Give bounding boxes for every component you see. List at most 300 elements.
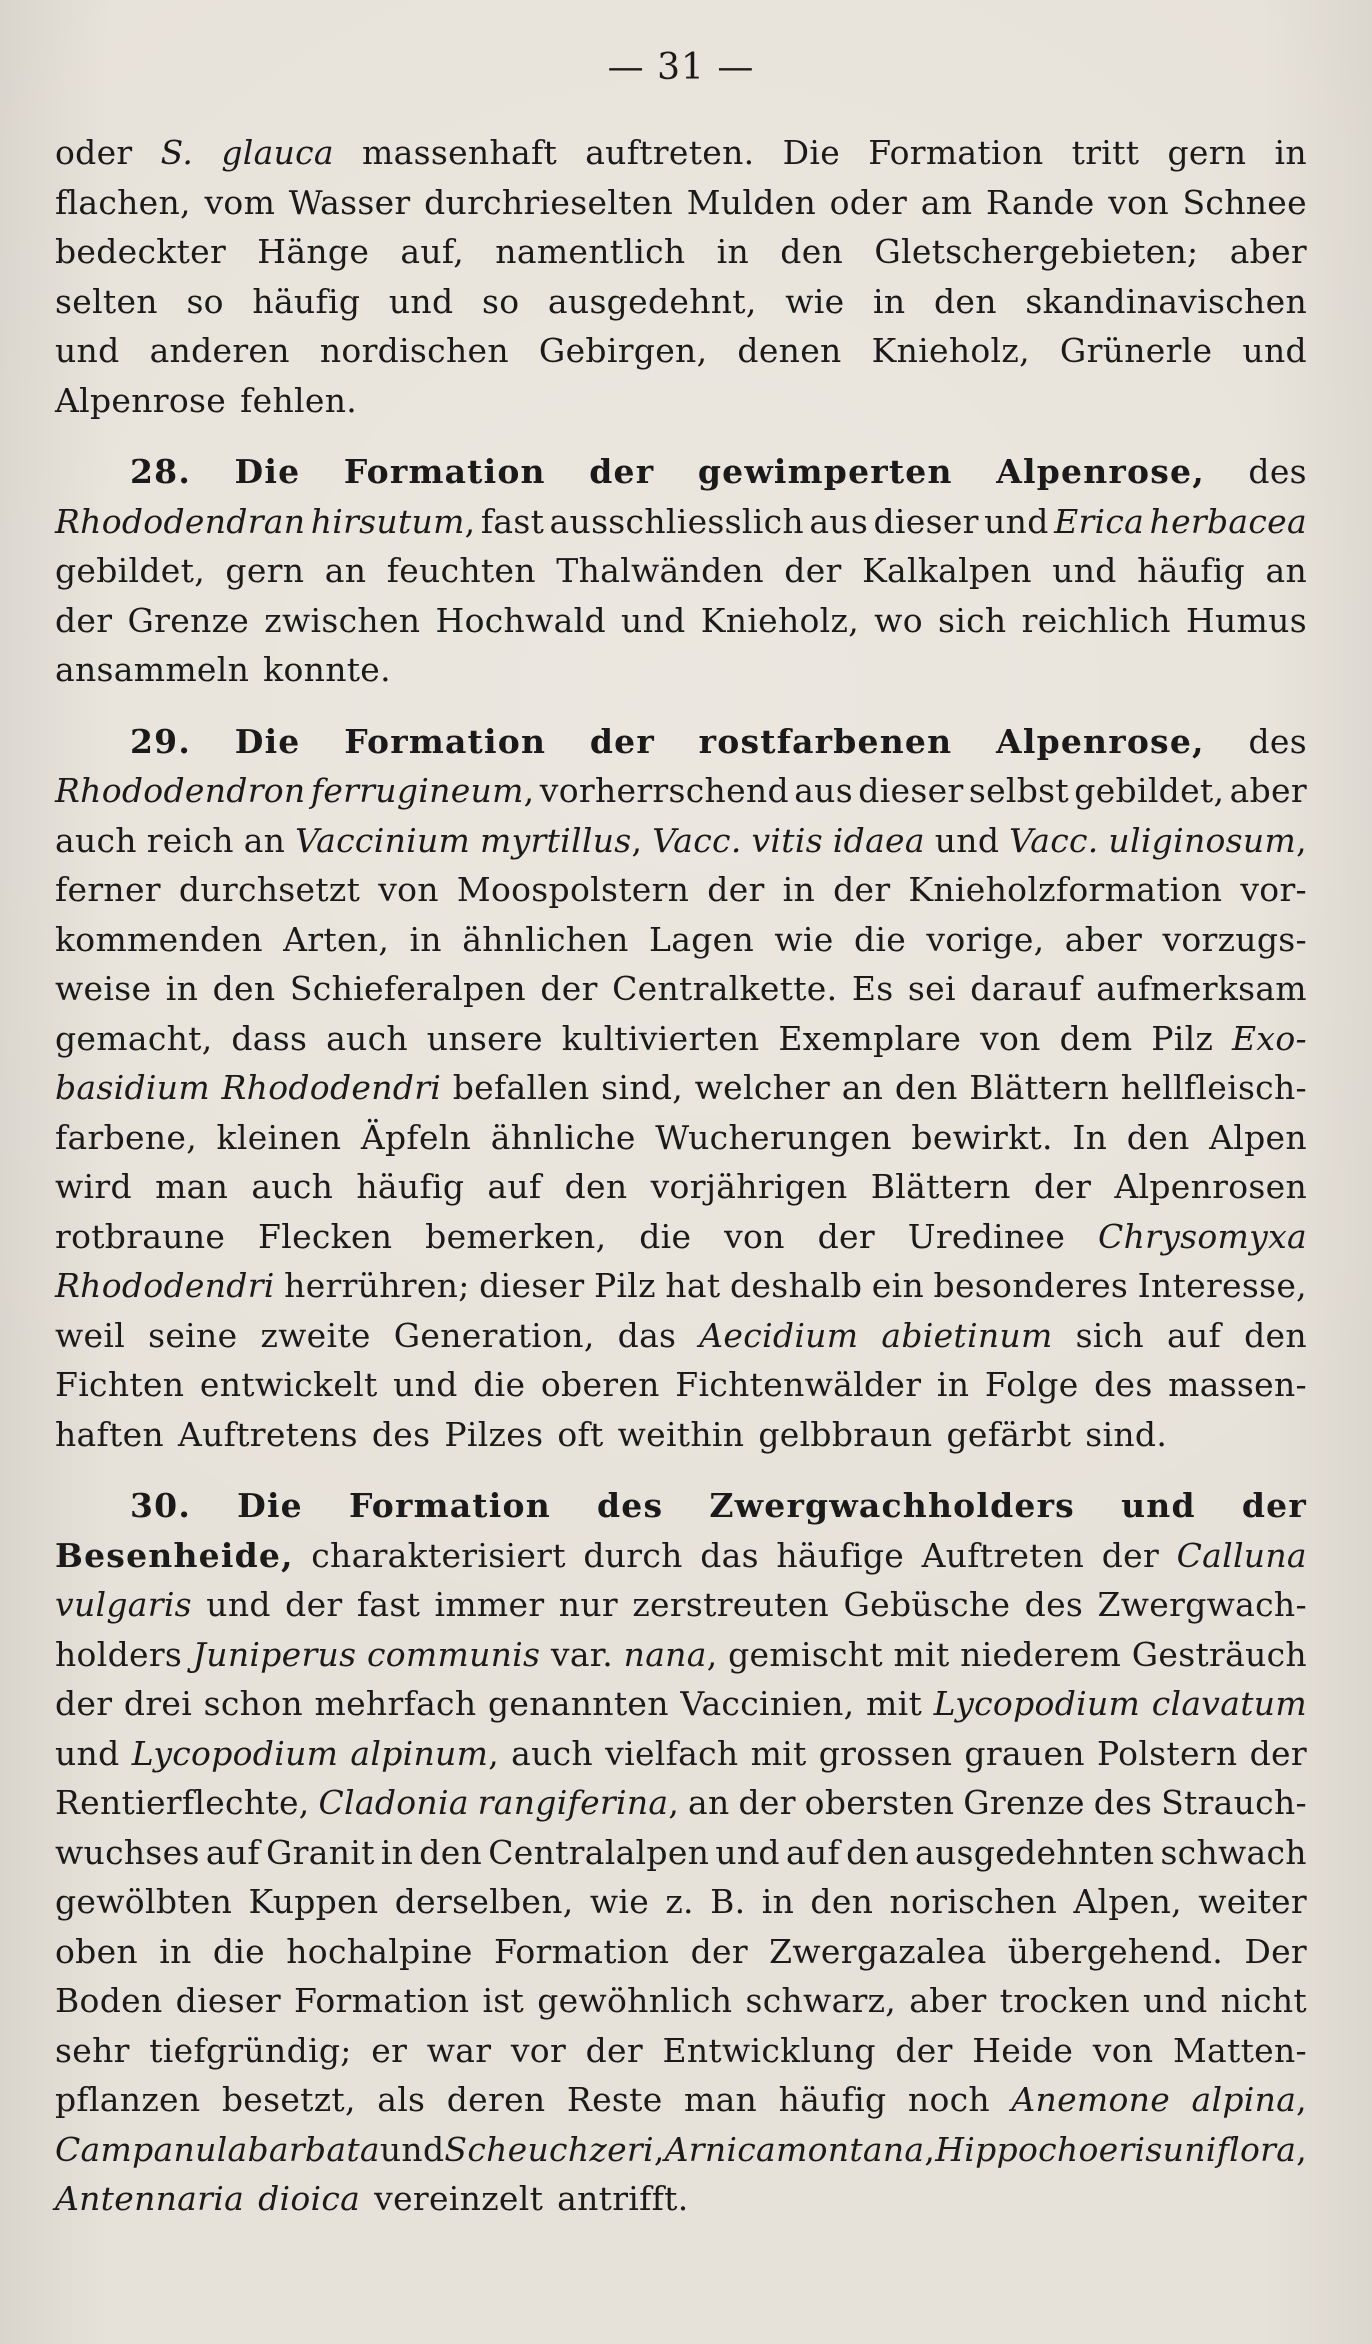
word (147, 816, 234, 866)
word (222, 1063, 442, 1113)
word (1127, 1113, 1190, 1163)
text-segment: antrifft. (557, 2179, 689, 2218)
word (427, 1014, 543, 1064)
word (244, 816, 286, 866)
word (908, 865, 1222, 915)
text-segment: Generation, (393, 1315, 595, 1355)
word (55, 865, 161, 915)
text-segment: hochalpine (286, 1931, 473, 1971)
text-segment: in (761, 1882, 795, 1921)
species-name: idaea (832, 820, 925, 860)
text-segment: der (540, 969, 598, 1008)
text-segment: dieser (479, 1266, 585, 1305)
text-segment: den (810, 1882, 874, 1921)
word (148, 1311, 237, 1361)
word (785, 277, 844, 327)
word (539, 326, 707, 376)
word (1025, 1580, 1084, 1630)
section-title-word: gewimperten (697, 452, 953, 491)
word (567, 2075, 663, 2125)
text-segment: anderen (149, 331, 290, 370)
text-line (55, 1976, 1307, 2026)
word (970, 964, 1082, 1014)
text-line (55, 1877, 1307, 1927)
section-number: 29. (130, 721, 192, 761)
text-segment: wo (874, 600, 923, 640)
text-segment: Fichten (55, 1365, 185, 1404)
text-segment: die (212, 1931, 265, 1971)
word (1167, 1311, 1221, 1361)
text-segment: zerstreuten (632, 1585, 830, 1624)
word (652, 816, 741, 866)
text-segment: mit (893, 1634, 950, 1674)
section-title-word: Formation (344, 721, 547, 761)
word (55, 1976, 163, 2026)
word (1114, 1162, 1307, 1212)
word (1065, 915, 1142, 965)
text-line (55, 178, 1307, 228)
text-segment: von (980, 1018, 1041, 1058)
text-segment: Grünerle (1059, 331, 1213, 370)
word (639, 1212, 691, 1262)
text-line (55, 1679, 1307, 1729)
text-segment: flachen, (55, 182, 191, 222)
word (908, 964, 956, 1014)
text-line (55, 964, 1307, 1014)
text-segment: vielfach (605, 1733, 739, 1773)
species-name: Chrysomyxa (1098, 1216, 1307, 1256)
word (206, 1828, 260, 1878)
text-segment: zwischen (264, 600, 421, 640)
word (55, 128, 133, 178)
word (161, 128, 194, 178)
text-segment: Grenze (963, 1783, 1085, 1822)
text-segment: das (617, 1315, 677, 1355)
word (320, 326, 509, 376)
word (548, 277, 757, 327)
text-line (55, 2075, 1307, 2125)
section-title-word: Zwergwachholders (709, 1486, 1075, 1525)
word (1265, 546, 1307, 596)
text-segment: sind. (1085, 1414, 1168, 1454)
word (695, 1063, 830, 1113)
word (55, 1014, 213, 1064)
text-segment: drei (123, 1684, 193, 1723)
word (1160, 1828, 1306, 1878)
word (179, 865, 360, 915)
word (247, 2125, 379, 2175)
text-line (55, 2125, 1307, 2175)
word (819, 1729, 953, 1779)
word (434, 1580, 544, 1630)
text-segment: B. (710, 1882, 746, 1921)
text-segment: Wasser (288, 182, 411, 222)
species-name: Juniperus (192, 1634, 357, 1674)
word (675, 1360, 921, 1410)
word (1008, 1927, 1223, 1977)
text-segment: deshalb (729, 1266, 863, 1305)
word (251, 1162, 333, 1212)
text-segment: den (780, 232, 844, 271)
text-segment: war (426, 2030, 492, 2070)
text-segment: grossen (818, 1733, 953, 1773)
text-segment: und (934, 820, 1000, 860)
text-line (55, 546, 1307, 596)
species-name: Vaccinium (295, 820, 471, 860)
word (618, 1410, 745, 1460)
text-segment: von (1092, 2030, 1154, 2070)
text-segment: Pilz (593, 1266, 656, 1305)
text-segment: , (924, 2129, 936, 2169)
text-segment: Folge (984, 1365, 1079, 1404)
text-segment: aus (809, 501, 869, 541)
text-segment: aufmerksam (1096, 969, 1307, 1008)
text-segment: das (700, 1535, 759, 1575)
text-segment: oder (829, 182, 908, 222)
text-segment: Auftreten (921, 1535, 1085, 1575)
word (1183, 178, 1307, 228)
text-segment: am (920, 182, 973, 222)
word (621, 596, 686, 646)
text-segment: gewöhnlich (537, 1981, 733, 2020)
word (972, 2026, 1073, 2076)
word (1161, 1778, 1307, 1828)
section-heading-line (55, 1481, 1307, 1531)
word (427, 2026, 492, 2076)
text-segment: Blättern (870, 1167, 1011, 1206)
word (150, 326, 290, 376)
word (1230, 766, 1307, 816)
text-segment: in (159, 1931, 192, 1971)
text-segment: deren (446, 2080, 546, 2119)
word (378, 865, 439, 915)
text-segment: von (724, 1216, 785, 1256)
word (1022, 596, 1171, 646)
word (717, 227, 749, 277)
text-segment: kommenden (55, 919, 263, 959)
word (1209, 1113, 1307, 1163)
word (624, 1630, 718, 1680)
species-name: Exo- (1232, 1018, 1307, 1058)
text-segment: den (212, 969, 276, 1008)
text-segment: gern (225, 551, 305, 590)
text-segment: Der (1244, 1931, 1307, 1971)
word (1198, 1877, 1307, 1927)
word (946, 1410, 1071, 1460)
species-name: Rhododendron (55, 771, 306, 810)
word (326, 1014, 408, 1064)
text-segment: Wucherungen (655, 1117, 892, 1157)
word (1248, 447, 1307, 497)
text-segment: die (473, 1365, 526, 1404)
word (1162, 915, 1307, 965)
text-segment: und (984, 501, 1049, 541)
species-name: hirsutum (310, 501, 465, 541)
text-segment: vom (204, 182, 276, 222)
word (1138, 1261, 1307, 1311)
word (700, 1531, 759, 1581)
paragraph-gap (55, 1459, 1307, 1481)
word (1108, 178, 1169, 228)
text-segment: Schnee (1182, 182, 1307, 222)
word (315, 1679, 477, 1729)
section-title-word: rostfarbenen (698, 721, 953, 761)
text-segment: Schieferalpen (289, 969, 526, 1008)
text-segment: Alpen, (1073, 1882, 1182, 1921)
text-segment: den (1244, 1315, 1307, 1355)
text-segment: und (1143, 1981, 1208, 2020)
word (1274, 128, 1306, 178)
word (980, 1014, 1041, 1064)
text-segment: die (853, 919, 907, 959)
text-segment: befallen (452, 1068, 590, 1107)
word (728, 1630, 883, 1680)
word (204, 1679, 303, 1729)
word (874, 596, 923, 646)
word (541, 1360, 660, 1410)
text-segment: besonderes (933, 1266, 1129, 1305)
word (1074, 766, 1224, 816)
text-segment: kultivierten (561, 1018, 760, 1058)
text-segment: Gebüsche (843, 1585, 1011, 1624)
text-segment: skandinavischen (1025, 281, 1307, 321)
paragraph-sec28 (55, 447, 1307, 695)
word (776, 1531, 904, 1581)
word (362, 128, 557, 178)
text-segment: auf (1167, 1315, 1222, 1355)
word (551, 1630, 613, 1680)
word (745, 1976, 896, 2026)
text-segment: Humus (1185, 600, 1307, 640)
text-line (55, 1927, 1307, 1977)
word (495, 227, 685, 277)
species-name: Vacc. (652, 820, 742, 860)
text-segment: bemerken, (425, 1216, 607, 1256)
word (488, 1679, 669, 1729)
text-segment: Exemplare (778, 1018, 962, 1058)
text-segment: ausschliesslich (549, 501, 804, 541)
species-name: communis (366, 1634, 541, 1674)
word (908, 2075, 990, 2125)
text-segment: selten (55, 281, 158, 321)
word (258, 2174, 360, 2224)
word (922, 1531, 1085, 1581)
word (186, 277, 223, 327)
text-segment: , (706, 1634, 718, 1674)
text-line (55, 2026, 1307, 2076)
word (132, 1729, 339, 1779)
text-segment: der (1249, 1733, 1307, 1773)
text-segment: vorzugs- (1162, 919, 1307, 959)
text-segment: dieser (873, 501, 979, 541)
word (751, 816, 822, 866)
text-segment: Matten- (1172, 2030, 1307, 2070)
word (809, 497, 868, 547)
word (55, 915, 263, 965)
text-segment: hellfleisch- (1120, 1068, 1307, 1107)
word (55, 1360, 184, 1410)
word (872, 1261, 924, 1311)
text-segment: vorherrschend (539, 771, 789, 810)
word (605, 1729, 738, 1779)
word (776, 2125, 935, 2175)
word (367, 1630, 540, 1680)
text-segment: niederem (960, 1634, 1122, 1674)
text-segment: schwarz, (745, 1981, 897, 2020)
text-segment: sehr (55, 2030, 130, 2070)
text-segment: der (585, 2030, 643, 2070)
word (937, 1360, 969, 1410)
word (1232, 1014, 1307, 1064)
word (985, 1360, 1079, 1410)
text-segment: die (639, 1216, 692, 1256)
text-segment: wie (785, 281, 845, 321)
word (960, 1630, 1121, 1680)
section-heading-line (55, 717, 1307, 767)
paragraph-sec30 (55, 1481, 1307, 2224)
word (854, 915, 906, 965)
text-segment: vor (510, 2030, 567, 2070)
species-name: nana (623, 1634, 707, 1674)
word (934, 1261, 1129, 1311)
text-segment: und (393, 1365, 458, 1404)
word (263, 645, 391, 695)
word (511, 1729, 593, 1779)
text-segment: an (243, 820, 286, 860)
text-segment: Blättern (969, 1068, 1110, 1107)
word (833, 865, 890, 915)
word (1054, 497, 1144, 547)
text-segment: welcher (694, 1068, 831, 1107)
species-name: Lycopodium (131, 1733, 339, 1773)
text-segment: den (894, 1068, 958, 1107)
word (55, 1778, 310, 1828)
text-segment: gebildet, (1074, 771, 1225, 810)
word (55, 766, 306, 816)
word (217, 1113, 342, 1163)
text-segment: wie (589, 1882, 650, 1921)
species-name: alpina (1191, 2080, 1297, 2119)
text-line (55, 596, 1307, 646)
text-segment: in (1274, 133, 1307, 172)
text-segment: und (55, 331, 120, 370)
text-segment: dieser (175, 1981, 281, 2020)
word (395, 1877, 574, 1927)
text-segment: Mulden (686, 182, 817, 222)
word (701, 596, 859, 646)
word (724, 1212, 785, 1262)
word (1025, 277, 1307, 327)
text-segment: wird (55, 1167, 132, 1206)
word (457, 865, 689, 915)
text-segment: und (621, 600, 686, 640)
word (1192, 2075, 1307, 2125)
section-title-word: Die (237, 1486, 303, 1525)
word (264, 596, 420, 646)
word (252, 277, 360, 327)
text-segment: schwach (1160, 1832, 1307, 1872)
word (294, 1976, 469, 2026)
text-segment: der (738, 1783, 796, 1822)
text-segment: den (419, 1832, 483, 1872)
word (55, 227, 226, 277)
word (55, 326, 120, 376)
text-segment: Uredinee (907, 1216, 1066, 1256)
text-line (55, 1580, 1307, 1630)
word (55, 546, 205, 596)
species-name: basidium (55, 1068, 210, 1107)
word (1230, 227, 1307, 277)
word (55, 816, 137, 866)
text-segment: , (464, 501, 476, 541)
word (260, 1311, 370, 1361)
text-segment: zweite (260, 1315, 371, 1355)
word (1052, 546, 1117, 596)
word (562, 1014, 760, 1064)
word (778, 1014, 961, 1064)
word (55, 1630, 182, 1680)
text-segment: Kuppen (248, 1882, 379, 1921)
text-segment: noch (907, 2080, 990, 2119)
text-segment: auf (785, 1832, 841, 1872)
word (1097, 1729, 1237, 1779)
word (873, 497, 978, 547)
text-line (55, 1360, 1307, 1410)
word (651, 1162, 848, 1212)
text-segment: Centralkette. (612, 969, 838, 1008)
section-title-word: Besenheide, (55, 1535, 294, 1575)
text-segment: haften (55, 1414, 164, 1454)
text-segment: aus (794, 771, 853, 810)
text-line (55, 1410, 1307, 1460)
word (393, 1360, 458, 1410)
text-segment: massen- (1168, 1365, 1307, 1404)
text-segment: durch (583, 1535, 683, 1575)
text-segment: von (378, 870, 439, 909)
word (964, 1729, 1084, 1779)
text-segment: gewölbten (55, 1882, 233, 1921)
text-segment: , (631, 820, 643, 860)
text-segment: ansammeln (55, 650, 250, 689)
text-segment: Gesträuch (1131, 1634, 1307, 1674)
word (290, 964, 526, 1014)
word (762, 1877, 794, 1927)
text-segment: obersten (804, 1783, 955, 1822)
text-segment: der (1033, 1167, 1092, 1206)
word (935, 816, 1000, 866)
word (868, 128, 1043, 178)
section-title-word: und (1121, 1486, 1196, 1525)
word (895, 1063, 958, 1113)
text-line (55, 128, 1307, 178)
text-segment: und (55, 1733, 120, 1773)
word (550, 497, 804, 547)
text-segment: Knieholz, (871, 331, 1030, 370)
word (425, 1212, 606, 1262)
text-segment: sei (907, 969, 956, 1008)
text-segment: charakterisiert (311, 1535, 566, 1575)
word (585, 128, 754, 178)
word (730, 1261, 862, 1311)
word (590, 1877, 649, 1927)
text-segment: als (377, 2080, 426, 2119)
text-line (55, 1261, 1307, 1311)
text-segment: Formation (868, 133, 1044, 172)
word (356, 1162, 464, 1212)
word (372, 1410, 431, 1460)
word (921, 178, 973, 228)
word (655, 1113, 892, 1163)
